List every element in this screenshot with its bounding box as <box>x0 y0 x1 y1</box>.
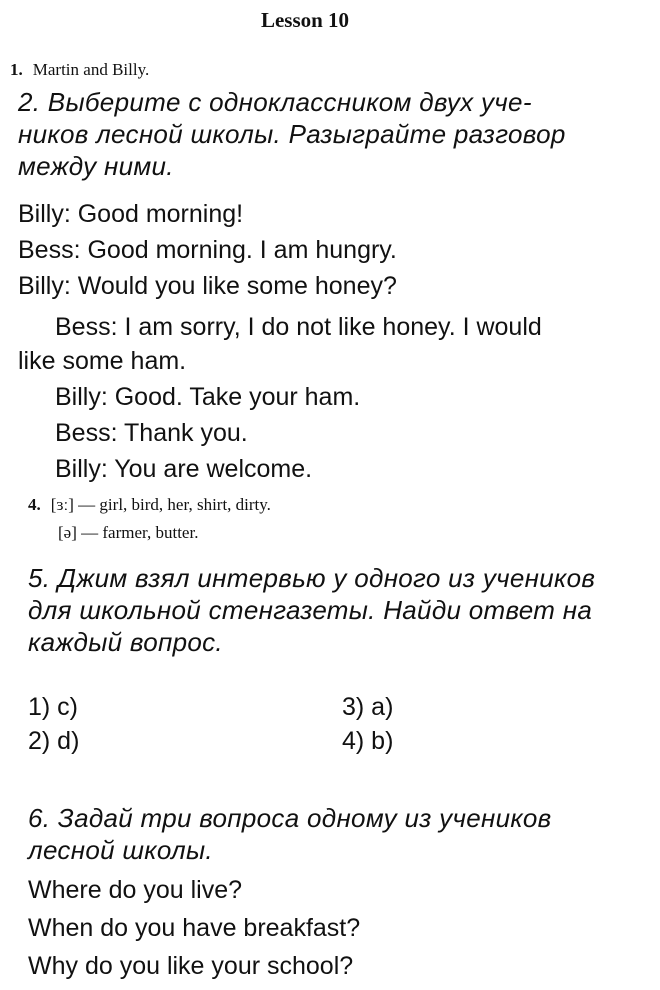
dialogue-line: Bess: Thank you. <box>55 419 248 447</box>
question-item: Where do you live? <box>28 876 243 904</box>
exercise-2-task-line-1: 2. Выберите с одноклассником двух уче- <box>18 87 532 117</box>
exercise-1-number: 1. <box>10 60 23 79</box>
exercise-4-number: 4. <box>28 495 41 514</box>
question-item: Why do you like your school? <box>28 952 354 980</box>
dialogue-line: Billy: You are welcome. <box>55 455 313 483</box>
exercise-6-task-line-2: лесной школы. <box>28 835 213 865</box>
exercise-1-answer: Martin and Billy. <box>32 60 150 79</box>
dialogue-line: Billy: Would you like some honey? <box>18 272 397 300</box>
answer-item: 3) a) <box>342 693 394 721</box>
question-item: When do you have breakfast? <box>28 914 361 942</box>
dialogue-line: Billy: Good. Take your ham. <box>55 383 361 411</box>
dialogue-line: Bess: Good morning. I am hungry. <box>18 236 397 264</box>
dialogue-line: Bess: I am sorry, I do not like honey. I would <box>55 313 542 341</box>
exercise-5-task-line-2: для школьной стенгазеты. Найди ответ на <box>28 595 593 625</box>
exercise-1 <box>10 60 149 80</box>
answer-item: 1) c) <box>28 693 78 721</box>
exercise-2-task-line-3: между ними. <box>18 151 174 181</box>
exercise-6-task-line-1: 6. Задай три вопроса одному из учеников <box>28 803 552 833</box>
answer-item: 4) b) <box>342 727 394 755</box>
exercise-4-line-1 <box>28 495 271 515</box>
exercise-4-sound-2: [ə] — farmer, butter. <box>58 523 199 542</box>
exercise-4-sound-1: [ɜː] — girl, bird, her, shirt, dirty. <box>50 495 271 514</box>
exercise-2-task-line-2: ников лесной школы. Разыграйте разговор <box>18 119 566 149</box>
dialogue-line: Billy: Good morning! <box>18 200 244 228</box>
answer-item: 2) d) <box>28 727 80 755</box>
exercise-5-task-line-3: каждый вопрос. <box>28 627 223 657</box>
exercise-5-task-line-1: 5. Джим взял интервью у одного из учеников <box>28 563 596 593</box>
lesson-title: Lesson 10 <box>260 8 350 32</box>
dialogue-line-continuation: like some ham. <box>18 347 187 375</box>
